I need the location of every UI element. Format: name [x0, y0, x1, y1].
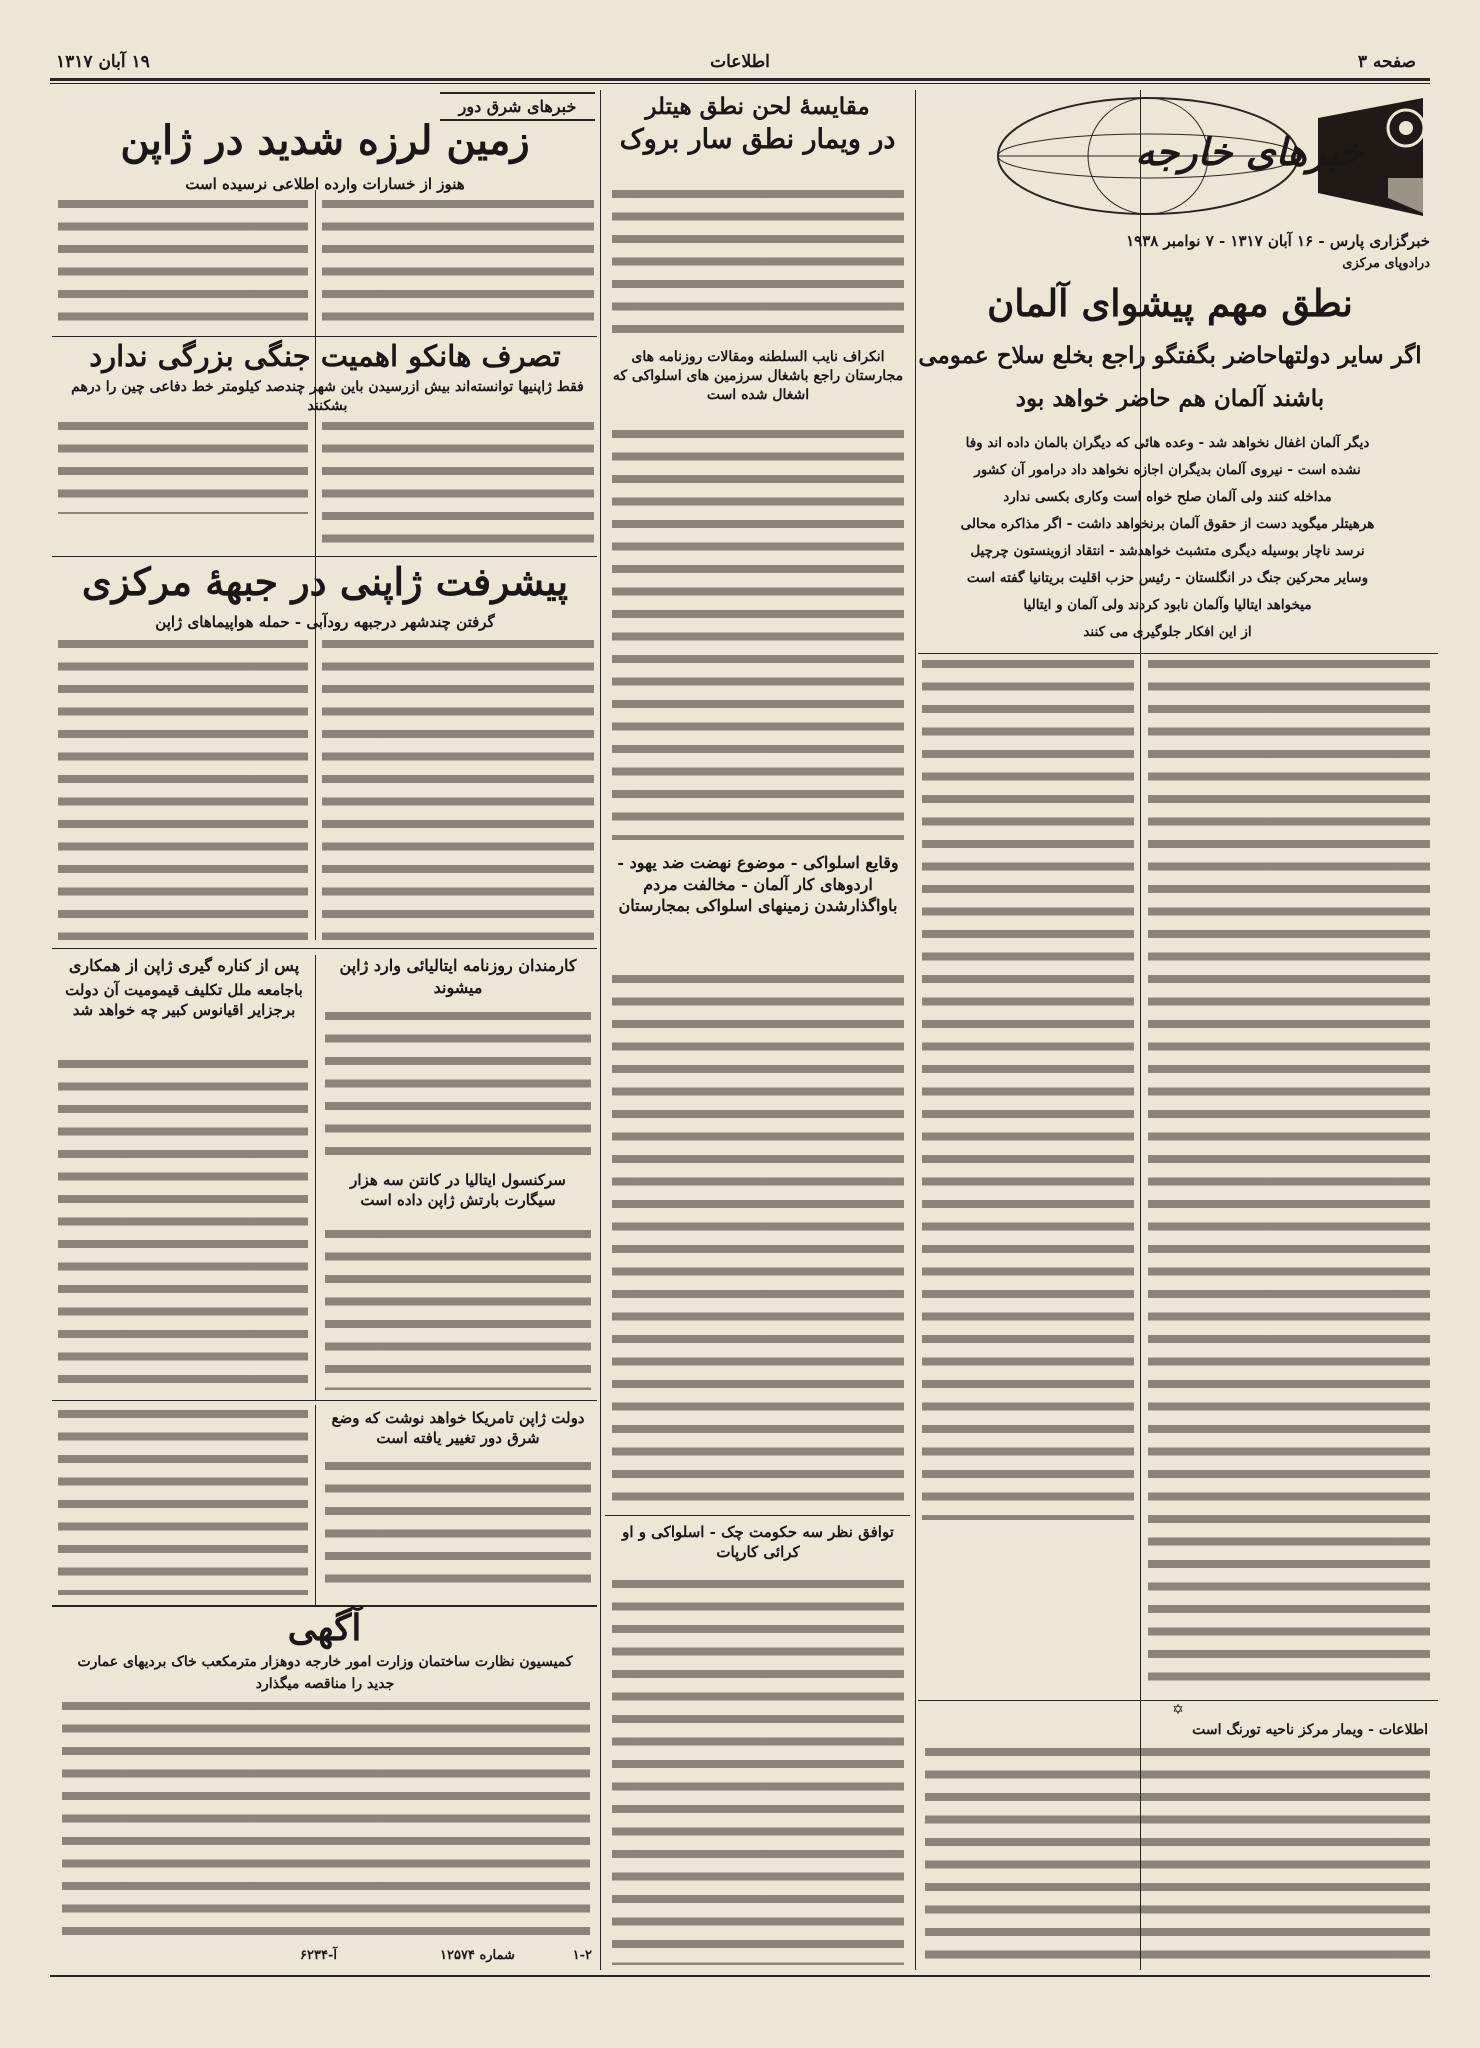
comparison-body	[612, 190, 904, 340]
lead-line: هرهیتلر میگوید دست از حقوق آلمان برنخواهد داشت - اگر مذاکره محالی	[960, 516, 1375, 532]
regent-subhead: انکراف نایب السلطنه ومقالات روزنامه های مجارستان راجع باشغال سرزمین های اسلواکی که اشغال شده است	[612, 349, 904, 403]
main-headline: نطق مهم پیشوای آلمان	[987, 281, 1353, 325]
page-label: صفحه ۳	[1357, 52, 1416, 72]
advance-headline: پیشرفت ژاپنی در جبههٔ مرکزی	[81, 559, 569, 604]
shanghai-body	[58, 1410, 308, 1595]
article-body-column	[922, 660, 1134, 1520]
shanghai-body	[325, 1462, 591, 1597]
section-rule	[52, 1400, 597, 1401]
advance-body	[58, 640, 308, 940]
lead-line: دیگر آلمان اغفال نخواهد شد - وعده هائی که دیگران بالمان داده اند وفا	[965, 435, 1370, 451]
earthquake-body	[322, 200, 594, 330]
comparison-body	[612, 430, 904, 840]
ad-footer-number: شماره ۱۲۵۷۴	[440, 1948, 515, 1963]
column-divider	[915, 90, 916, 1970]
agency-line: خبرگزاری پارس - ۱۶ آبان ۱۳۱۷ - ۷ نوامبر ۱۹۳۸	[1126, 232, 1430, 250]
masthead-rule-thin	[50, 83, 1430, 84]
main-lead	[915, 430, 1420, 646]
advance-sub: گرفتن چندشهر درجبهه رودآبی - حمله هواپیماهای ژاپن	[155, 613, 495, 631]
article-body-column	[1148, 660, 1430, 1695]
masthead-rule	[50, 78, 1430, 81]
lead-line: میخواهد ایتالیا وآلمان نابود کردند ولی آلمان و ایتالیا	[1023, 597, 1312, 613]
shanghai-headline: دولت ژاپن تامریکا خواهد نوشت که وضع شرق دور تغییر یافته است	[331, 1409, 585, 1448]
ettelaat-note: اطلاعات - ویمار مرکز ناحیه تورنگ است	[1192, 1722, 1428, 1738]
agreement-body	[612, 1580, 904, 1965]
ad-footer-code: آ-۶۲۳۴	[300, 1948, 337, 1963]
column-divider	[1140, 90, 1141, 1970]
paper-name: اطلاعات	[710, 52, 770, 72]
ad-footer-right: ۱-۲	[572, 1948, 592, 1963]
lead-line: نشده است - نیروی آلمان بدیگران اجازه نخواهد داد درامور آن کشور	[974, 462, 1361, 478]
italy-journalists-headline: کارمندان روزنامه ایتالیائی وارد ژاپن میشوند	[339, 956, 577, 997]
consul-body	[325, 1230, 591, 1390]
column-divider	[315, 1405, 316, 1605]
lead-line: مداخله کنند ولی آلمان صلح خواه است وکاری بکسی ندارد	[1003, 489, 1332, 505]
earthquake-headline: زمین لرزه شدید در ژاپن	[120, 117, 530, 164]
ad-title: آگهی	[287, 1607, 362, 1649]
issue-date: ۱۹ آبان ۱۳۱۷	[56, 52, 150, 72]
column-divider	[600, 90, 601, 1970]
lead-line: از این افکار جلوگیری می کنند	[1083, 624, 1252, 640]
note-body	[925, 1748, 1430, 1963]
italy-journalists-body	[325, 1012, 591, 1162]
hankow-sub: فقط ژاپنیها توانسته‌اند بیش ازرسیدن باین شهر چندصد کیلومتر خط دفاعی چین را درهم بشکنند	[71, 379, 584, 414]
section-rule	[52, 556, 597, 557]
star-ornament-icon: ✡	[1172, 1702, 1184, 1718]
consul-headline: سرکنسول ایتالیا در کانتن سه هزار سیگارت بارتش ژاپن داده است	[350, 1171, 566, 1210]
slovak-body	[612, 975, 904, 1510]
hankow-body	[58, 422, 308, 514]
agency-sub: درادوپای مرکزی	[1342, 256, 1430, 271]
foreign-news-banner	[918, 88, 1438, 226]
ettelaat-note-label: اطلاعات	[1378, 1722, 1428, 1738]
slovak-headline: وقایع اسلواکی - موضوع نهضت ضد یهود - اردوهای کار آلمان - مخالفت مردم باواگذارشدن زمینهای اسلواکی بمجارستان	[617, 853, 899, 916]
ettelaat-note-text: ویمار مرکز ناحیه تورنگ است	[1192, 1722, 1364, 1738]
cooperation-headline: پس از کناره گیری ژاپن از همکاری	[68, 956, 300, 975]
agreement-headline: توافق نظر سه حکومت چک - اسلواکی و او کرائی کارپات	[622, 1523, 894, 1562]
comparison-headline-1: مقایسهٔ لحن نطق هیتلر	[645, 93, 870, 120]
section-rule	[918, 1700, 1438, 1701]
earthquake-body	[58, 200, 308, 330]
earthquake-sub: هنوز از خسارات وارده اطلاعی نرسیده است	[185, 175, 465, 193]
comparison-headline-2: در ویمار نطق سار بروک	[619, 124, 896, 155]
main-subhead-1: اگر سایر دولتهاحاضر بگفتگو راجع بخلع سلاح عمومی	[918, 342, 1422, 369]
far-east-tag: خبرهای شرق دور	[440, 92, 595, 121]
section-rule	[52, 948, 597, 949]
lead-line: وسایر محرکین جنگ در انگلستان - رئیس حزب اقلیت بریتانیا گفته است	[966, 570, 1369, 586]
ad-line-2: جدید را مناقصه میگذارد	[255, 1676, 395, 1692]
section-rule	[52, 336, 597, 337]
advance-body	[322, 640, 594, 940]
column-divider	[315, 955, 316, 1400]
bottom-rule	[50, 1975, 1430, 1977]
cooperation-sub: باجامعه ملل تکلیف قیمومیت آن دولت برجزایر اقیانوس کبیر چه خواهد شد	[65, 981, 303, 1020]
ad-line-1: کمیسیون نظارت ساختمان وزارت امور خارجه دوهزار مترمکعب خاک بردیهای عمارت	[77, 1654, 573, 1670]
lead-line: نرسد ناچار بوسیله دیگری متشبث خواهدشد - انتقاد ازوینستون چرچیل	[970, 543, 1365, 559]
section-rule	[918, 653, 1438, 654]
main-subhead-2: باشند آلمان هم حاضر خواهد بود	[1015, 385, 1325, 412]
ad-body	[62, 1702, 590, 1940]
section-rule	[605, 1515, 910, 1516]
cooperation-body	[58, 1060, 308, 1390]
foreign-news-title: خبرهای خارجه	[1135, 129, 1363, 174]
hankow-body	[322, 422, 594, 552]
hankow-headline: تصرف هانکو اهمیت جنگی بزرگی ندارد	[89, 339, 561, 373]
